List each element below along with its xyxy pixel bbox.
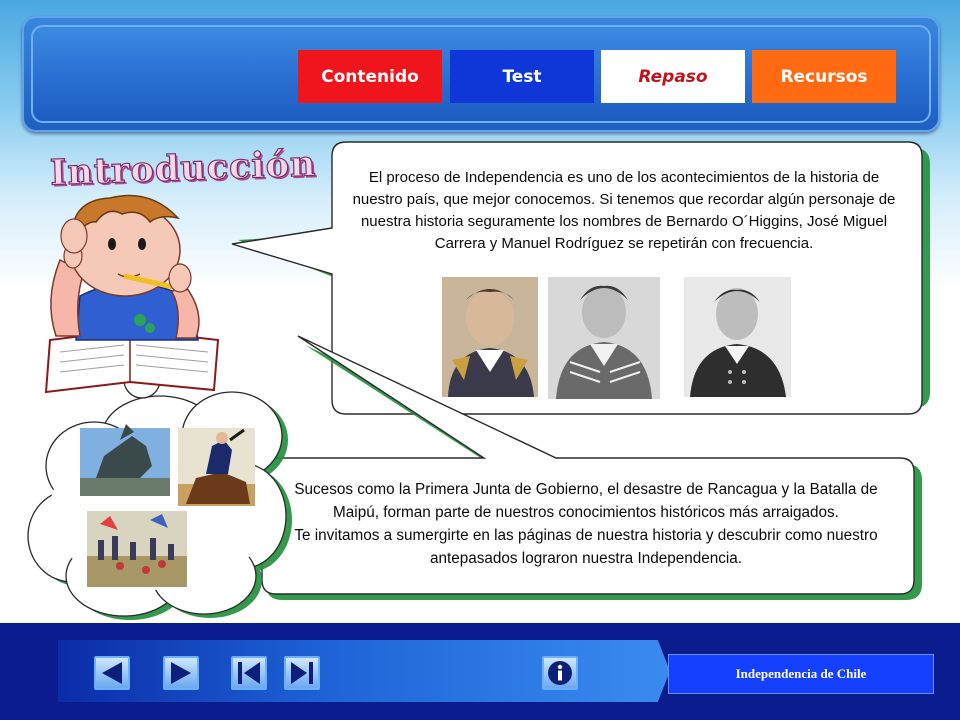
portrait-ohiggins [442, 277, 538, 397]
boy-illustration [46, 196, 218, 393]
info-button[interactable] [542, 656, 578, 690]
nav-recursos-button[interactable]: Recursos [752, 50, 896, 103]
page-title: Introducción [49, 143, 318, 194]
thumb-battle [87, 511, 187, 587]
skip-first-icon [235, 660, 263, 686]
footer-title-label: Independencia de Chile [668, 654, 934, 694]
info-icon [545, 658, 575, 688]
nav-contenido-button[interactable]: Contenido [298, 50, 442, 103]
bottom-bubble-line-2: Te invitamos a sumergirte en las páginas de nuestra historia y descubrir como nuestro antepasados lograron nuestra Independencia. [294, 527, 878, 567]
next-button[interactable] [163, 656, 199, 690]
bottom-bubble-text [270, 478, 902, 570]
thumb-statue [80, 424, 170, 496]
bottom-bubble-line-1: Sucesos como la Primera Junta de Gobierno, el desastre de Rancagua y la Batalla de Maipú, forman parte de nuestros conocimientos históricos más arraigados. [294, 481, 878, 521]
top-bubble-text: El proceso de Independencia es uno de los acontecimientos de la historia de nuestro país, que mejor conocemos. Si tenemos que recordar algún personaje de nuestra historia seguramente los nombres de Bernardo O´Higgins, José Miguel Carrera y Manuel Rodríguez se repetirán con frecuencia. [352, 169, 896, 252]
last-page-button[interactable] [284, 656, 320, 690]
nav-test-button[interactable]: Test [450, 50, 594, 103]
skip-last-icon [288, 660, 316, 686]
footer-control-bar [58, 640, 670, 702]
portrait-carrera [548, 277, 660, 399]
first-page-button[interactable] [231, 656, 267, 690]
portrait-rodriguez [684, 277, 791, 397]
nav-repaso-button[interactable]: Repaso [601, 50, 745, 103]
thumb-rider [178, 428, 255, 506]
triangle-right-icon [167, 660, 195, 686]
previous-button[interactable] [94, 656, 130, 690]
triangle-left-icon [98, 660, 126, 686]
